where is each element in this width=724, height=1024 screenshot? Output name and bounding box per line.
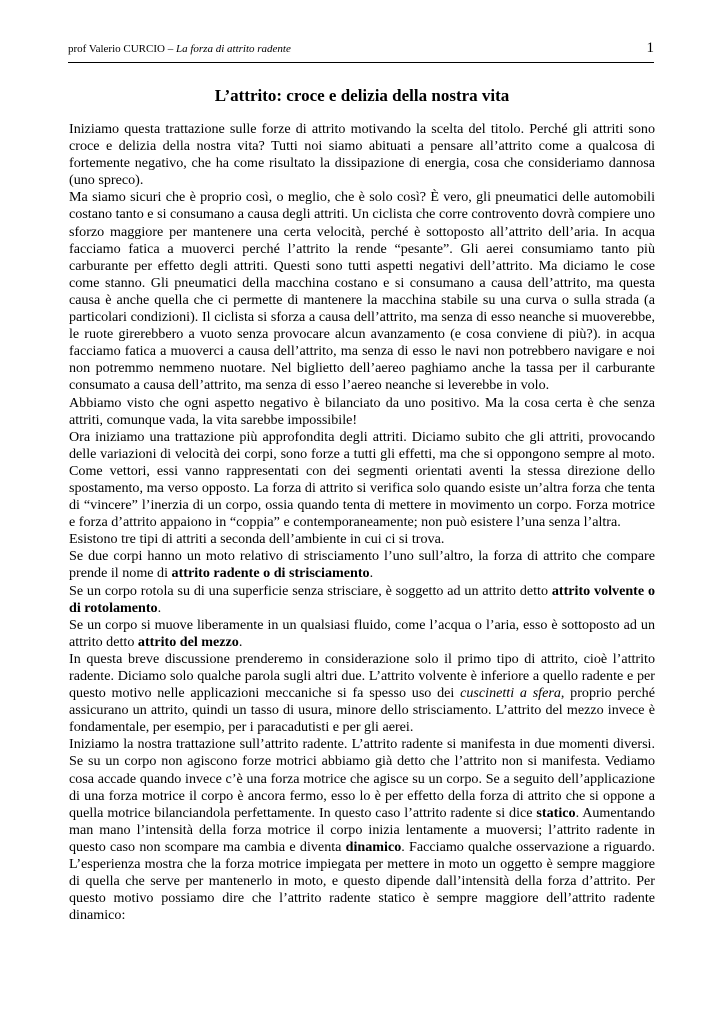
p8-text-c: . <box>238 633 243 650</box>
page-header <box>68 40 654 63</box>
term-dinamico: dinamico <box>345 838 402 855</box>
term-attrito-del-mezzo: attrito del mezzo <box>137 633 239 650</box>
p7-text-c: . <box>157 599 162 616</box>
header-separator: – <box>164 43 176 55</box>
paragraph-8 <box>69 617 655 651</box>
page-number: 1 <box>646 40 654 56</box>
term-attrito-radente: attrito radente o di strisciamento <box>171 565 370 582</box>
term-attrito-volvente: attrito volvente o di rotolamento <box>69 582 656 616</box>
paragraph-9 <box>69 651 655 736</box>
paragraph-4: Ora iniziamo una trattazione più approfondita degli attriti. Diciamo subito che gli attriti, provocando delle variazioni di velocità dei corpi, sono forze a tutti gli effetti, ma che si oppongono sempre al moto. Come vettori, essi vanno rappresentati con dei segmenti orientati aventi la stessa direzione dello spostamento, ma verso opposto. La forza di attrito si verifica solo quando esiste un’altra forza che tenta di “vincere” l’inerzia di un corpo, ossia quando tenta di mettere in movimento un corpo. Forza motrice e forza d’attrito appaiono in “coppia” e contemporaneamente; non può esistere l’una senza l’altra. <box>69 428 655 531</box>
p10-text-d: . Facciamo qualche osservazione a riguardo. L’esperienza mostra che la forza motrice impiegata per mettere in moto un oggetto è sempre maggiore di quella che serve per mantenerlo in moto, e questo dipende dall’intensità della forza d’attrito. Per questo motivo possiamo dire che l’attrito radente statico è sempre maggiore dell’attrito radente dinamico: <box>69 838 655 924</box>
paragraph-3: Abbiamo visto che ogni aspetto negativo è bilanciato da uno positivo. Ma la cosa certa è che senza attriti, comunque vada, la vita sarebbe impossibile! <box>69 394 655 428</box>
paragraph-6 <box>69 548 655 582</box>
term-cuscinetti-a-sfera: cuscinetti a sfera <box>460 685 561 702</box>
paragraph-7 <box>69 583 655 617</box>
term-statico: statico <box>536 804 576 821</box>
p8-text-a: Se un corpo si muove liberamente in un qualsiasi fluido, come l’acqua o l’aria, esso è sottoposto ad un attrito detto <box>69 616 655 650</box>
paragraph-2: Ma siamo sicuri che è proprio così, o meglio, che è solo così? È vero, gli pneumatici delle automobili costano tanto e si consumano a causa degli attriti. Un ciclista che corre controvento dovrà compiere uno sforzo maggiore per mantenere una certa velocità, perché è sottoposto all’attrito dell’aria. In acqua facciamo fatica a muoverci perché l’attrito la rende “pesante”. Gli aerei consumiamo tanto più carburante per effetto degli attriti. Questi sono tutti aspetti negativi dell’attrito. Ma diciamo le cose come stanno. Gli pneumatici della macchina costano e si consumano a causa dell’attrito, ma questa causa è anche quella che ci permette di mantenere la macchina stabile su una curva o sulla strada (a particolari condizioni). Il ciclista si sforza a causa dell’attrito, ma senza di esso neanche si muoverebbe, le ruote girerebbero a vuoto senza provocare alcun avanzamento (e cosa conviene di più?). in acqua facciamo fatica a muoverci a causa dell’attrito, ma senza di esso le navi non potrebbero navigare e noi non potremmo nemmeno nuotare. Nel biglietto dell’aereo paghiamo anche la tassa per il carburante consumato a causa dell’attrito, ma senza di esso l’aereo neanche si leverebbe in volo. <box>69 189 655 394</box>
p9-text-a: In questa breve discussione prenderemo in considerazione solo il primo tipo di attrito, cioè l’attrito radente. Diciamo solo qualche parola sugli altri due. L’attrito volvente è inferiore a quello radente e per questo motivo nelle applicazioni meccaniche si fa spesso uso dei <box>69 650 655 702</box>
paragraph-5: Esistono tre tipi di attriti a seconda dell’ambiente in cui ci si trova. <box>69 531 445 548</box>
p10-text-a: Iniziamo la nostra trattazione sull’attrito radente. L’attrito radente si manifesta in due momenti diversi. Se su un corpo non agiscono forze motrici abbiamo già detto che l’attrito non si manifesta. Vediamo cosa accade quando invece c’è una forza motrice che agisce su un corpo. Se a seguito dell’applicazione di una forza motrice il corpo è ancora fermo, esso lo è per effetto della forza di attrito che si oppone a quella motrice bilanciandola perfettamente. In questo caso l’attrito radente si dice <box>69 736 655 821</box>
p9-text-c: , proprio perché assicurano un attrito, quindi un tasso di usura, minore dello strisciamento. L’attrito del mezzo invece è fondamentale, per esempio, per i paracadutisti e per gli aerei. <box>69 685 655 736</box>
p10-text-c: . Aumentando man mano l’intensità della forza motrice il corpo inizia lentamente a muoversi; l’attrito radente in questo caso non scompare ma cambia e diventa <box>69 804 656 855</box>
paragraph-10 <box>69 736 655 924</box>
document-title: L’attrito: croce e delizia della nostra vita <box>214 86 510 105</box>
p6-text-c: . <box>369 565 374 582</box>
p7-text-a: Se un corpo rotola su di una superficie senza strisciare, è soggetto ad un attrito detto <box>69 582 552 599</box>
p6-text-a: Se due corpi hanno un moto relativo di strisciamento l’uno sull’altro, la forza di attrito che compare prende il nome di <box>69 548 655 582</box>
header-doc-title: La forza di attrito radente <box>175 43 291 55</box>
document-body <box>69 121 655 924</box>
header-author: prof Valerio CURCIO <box>68 43 165 55</box>
header-text <box>68 43 291 55</box>
paragraph-1: Iniziamo questa trattazione sulle forze di attrito motivando la scelta del titolo. Perché gli attriti sono croce e delizia della nostra vita? Tutti noi siamo abituati a pensare all’attrito come a qualcosa di fortemente negativo, che ha come risultato la dissipazione di energia, cosa che consideriamo dannosa (uno spreco). <box>69 121 655 189</box>
